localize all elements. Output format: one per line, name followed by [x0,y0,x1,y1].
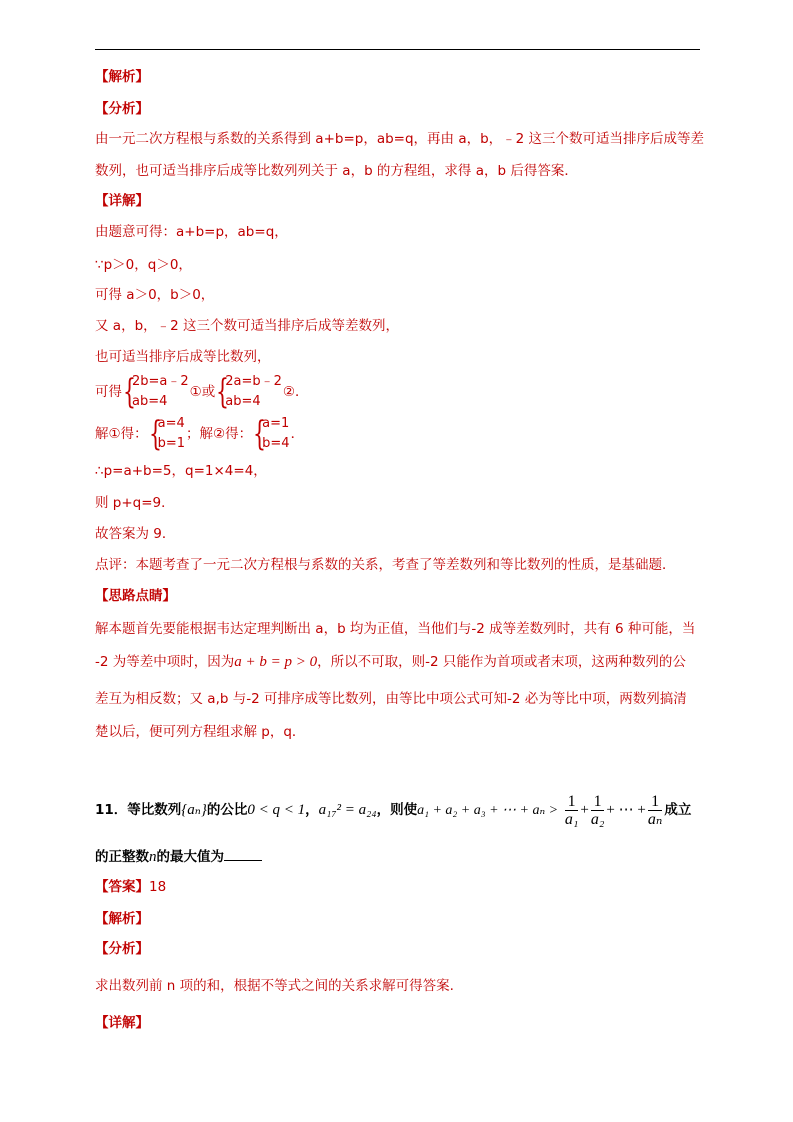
silu-line-3: 差互为相反数；又 a,b 与-2 可排序成等比数列，由等比中项公式可知-2 必为等比中项，两数列搞清 [95,691,687,707]
q11-text-2: 的公比 [206,802,248,818]
sol-mid: ；解②得： [186,426,253,442]
silu-math: a + b = p > 0 [234,654,318,670]
question-11-line-2 [95,848,262,866]
detail-line-5: 也可适当排序后成等比数列， [95,349,271,365]
equation-system-line [95,372,309,412]
solution-system-2: { a=1 b=4 [253,414,290,454]
solution-line [95,414,304,454]
detail-line-4: 又 a，b，﹣2 这三个数可适当排序后成等差数列， [95,318,400,334]
equation-system-2: { 2a=b﹣2 ab=4 [216,372,282,412]
q11-cond-2: a₁₇² = a₂₄ [318,802,377,818]
frac1-num: 1 [565,793,579,811]
frac2-den: a₂ [590,810,605,828]
detail-line-3: 可得 a＞0，b＞0， [95,287,215,303]
section-label-fenxi-2: 【分析】 [95,941,149,957]
silu-line-1: 解本题首先要能根据韦达定理判断出 a，b 均为正值，当他们与-2 成等差数列时，共有 6 种可能，当 [95,621,696,637]
silu-line-2 [95,653,686,671]
sys1-row2: ab=4 [132,394,168,409]
sys2-row1: 2a=b﹣2 [225,374,282,389]
silu-line-2-b: ，所以不可取，则-2 只能作为首项或者末项，这两种数列的公 [317,654,686,670]
frac1-den: a₁ [564,810,579,828]
fraction-2 [591,793,605,828]
section-label-fenxi: 【分析】 [95,101,149,117]
frac2-num: 1 [591,793,605,811]
q11-text-5: 成立 [664,802,692,818]
fraction-n [648,793,662,828]
sys1-row1: 2b=a﹣2 [132,374,189,389]
detail-line-8: 故答案为 9． [95,526,176,542]
section-label-xiangjie-2: 【详解】 [95,1015,149,1031]
sol1-row1: a=4 [157,416,185,431]
question-11-line-1 [95,788,691,832]
detail-line-1: 由题意可得：a+b=p，ab=q， [95,224,288,240]
q11-plus: + [580,802,589,818]
sol2-row1: a=1 [262,416,290,431]
detail-line-7: 则 p+q=9． [95,495,175,511]
q11-l2-a: 的正整数 [95,849,149,865]
equation-system-1: { 2b=a﹣2 ab=4 [123,372,189,412]
q11-l2-b: 的最大值为 [156,849,224,865]
fracn-den: aₙ [647,810,663,828]
analysis-2-line: 求出数列前 n 项的和，根据不等式之间的关系求解可得答案. [95,978,454,994]
q11-text-3: ， [305,802,319,818]
comment-line: 点评：本题考查了一元二次方程根与系数的关系，考查了等差数列和等比数列的性质，是基础题． [95,557,676,573]
q11-l2-n: n [149,849,157,865]
detail-line-6: ∴p=a+b=5，q=1×4=4， [95,463,267,479]
silu-line-4: 楚以后，便可列方程组求解 p，q． [95,724,306,740]
fracn-num: 1 [648,793,662,811]
header-rule [95,49,700,50]
silu-line-2-a: -2 为等差中项时，因为 [95,654,235,670]
answer-value: 18 [149,879,167,895]
q11-cond-1: 0 < q < 1 [247,802,306,818]
q11-plus-dots: + ⋯ + [606,802,646,818]
sol-end: ． [290,426,305,442]
solution-system-1: { a=4 b=1 [148,414,186,454]
sys-mark-2: ②． [282,384,309,400]
q11-text-1: 等比数列 [127,802,182,818]
answer-line [95,878,166,896]
analysis-line-1: 由一元二次方程根与系数的关系得到 a+b=p，ab=q，再由 a，b，﹣2 这三个数可适当排序后成等差 [95,131,705,147]
section-label-xiangjie: 【详解】 [95,193,149,209]
section-label-silu: 【思路点睛】 [95,588,176,604]
q11-seq: {aₙ} [181,802,207,818]
question-number: 11． [95,802,128,818]
answer-blank [224,848,262,861]
section-label-jiexi-2: 【解析】 [95,911,149,927]
sys-prefix: 可得 [95,384,122,400]
analysis-line-2: 数列，也可适当排序后成等比数列列关于 a，b 的方程组，求得 a，b 后得答案． [95,163,578,179]
sol2-row2: b=4 [262,436,290,451]
answer-label: 【答案】 [95,879,149,895]
section-label-jiexi: 【解析】 [95,69,149,85]
sys-mark-1: ①或 [189,384,216,400]
fraction-1 [565,793,579,828]
sol-prefix: 解①得： [95,426,148,442]
sol1-row2: b=1 [157,436,186,451]
sys2-row2: ab=4 [225,394,261,409]
q11-text-4: ，则使 [376,802,418,818]
detail-line-2: ∵p＞0，q＞0， [95,257,192,273]
q11-ineq-left: a₁ + a₂ + a₃ + ⋯ + aₙ > [417,803,559,818]
